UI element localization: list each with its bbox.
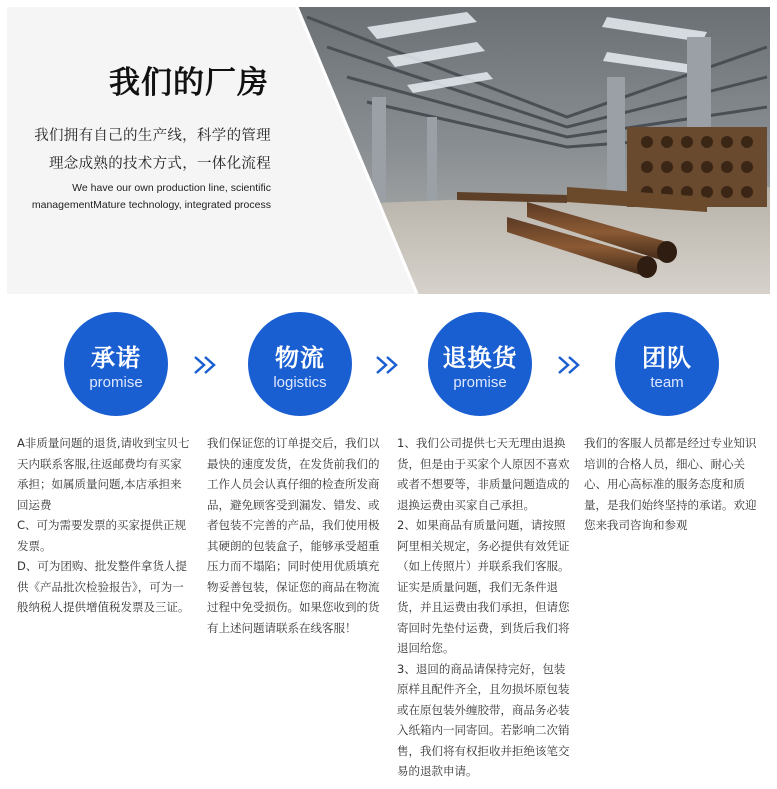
factory-banner [7, 7, 770, 294]
banner-subtitle-cn-2: 理念成熟的技术方式，一体化流程 [49, 156, 271, 172]
banner-subtitle-en-2: managementMature technology, integrated process [31, 199, 271, 211]
returns-column [397, 433, 571, 782]
returns-paragraph-2: 2、如果商品有质量问题，请按照阿里相关规定，务必提供有效凭证（如上传照片）并联系我们客服。证实是质量问题，我们无条件退货，并且运费由我们承担，但请您寄回时先垫付运费，到货后我们将退回给您。 [397, 518, 570, 655]
banner-title: 我们的厂房 [109, 65, 269, 101]
step-returns-subtitle: promise [453, 374, 507, 391]
returns-paragraph-1: 1、我们公司提供七天无理由退换货，但是由于买家个人原因不喜欢或者不想要等，非质量问题造成的退换运费由买家自己承担。 [397, 436, 570, 512]
step-logistics-subtitle: logistics [273, 374, 327, 391]
step-team-circle [615, 312, 719, 416]
returns-paragraph-3: 3、退回的商品请保持完好，包装原样且配件齐全，且勿损坏原包装或在原包装外缠胶带，商品务必装入纸箱内一同寄回。若影响二次销售，我们将有权拒收并拒绝该笔交易的退款申请。 [397, 661, 570, 778]
step-logistics-title: 物流 [275, 344, 325, 372]
banner-text [7, 7, 277, 294]
banner-subtitle-en-1: We have our own production line, scientific [72, 182, 271, 194]
team-column [584, 433, 760, 536]
double-chevron-right-icon [192, 354, 220, 376]
step-returns-title: 退换货 [442, 344, 518, 372]
double-chevron-right-icon [556, 354, 584, 376]
promise-paragraph-2: C、可为需要发票的买家提供正规发票。 [17, 518, 187, 553]
step-team-subtitle: team [650, 374, 684, 391]
banner-subtitle-cn-1: 我们拥有自己的生产线，科学的管理 [34, 128, 271, 144]
logistics-column [207, 433, 382, 638]
step-promise-subtitle: promise [89, 374, 143, 391]
promise-column [17, 433, 191, 618]
step-promise-circle [64, 312, 168, 416]
step-logistics-circle [248, 312, 352, 416]
step-promise-title: 承诺 [91, 344, 141, 372]
step-returns-circle [428, 312, 532, 416]
team-paragraph-1: 我们的客服人员都是经过专业知识培训的合格人员，细心、耐心关心、用心高标准的服务态度和质量，是我们始终坚持的承诺。欢迎您来我司咨询和参观 [584, 436, 757, 532]
step-team-title: 团队 [642, 344, 692, 372]
promise-paragraph-1: A非质量问题的退货,请收到宝贝七天内联系客服,往返邮费均有买家承担；如属质量问题,本店承担来回运费 [17, 436, 190, 512]
promise-paragraph-3: D、可为团购、批发整件拿货人提供《产品批次检验报告》，可为一般纳税人提供增值税发票及三证。 [17, 559, 190, 614]
service-steps [0, 312, 777, 422]
logistics-paragraph-1: 我们保证您的订单提交后，我们以最快的速度发货，在发货前我们的工作人员会认真仔细的检查所发商品，避免顾客受到漏发、错发、或者包装不完善的产品，我们使用极其硬朗的包装盒子，能够承受超重压力而不塌陷；同时使用优质填充物妥善包装，保证您的商品在物流过程中免受损伤。如果您收到的货有上述问题请联系在线客服！ [207, 436, 380, 635]
double-chevron-right-icon [374, 354, 402, 376]
